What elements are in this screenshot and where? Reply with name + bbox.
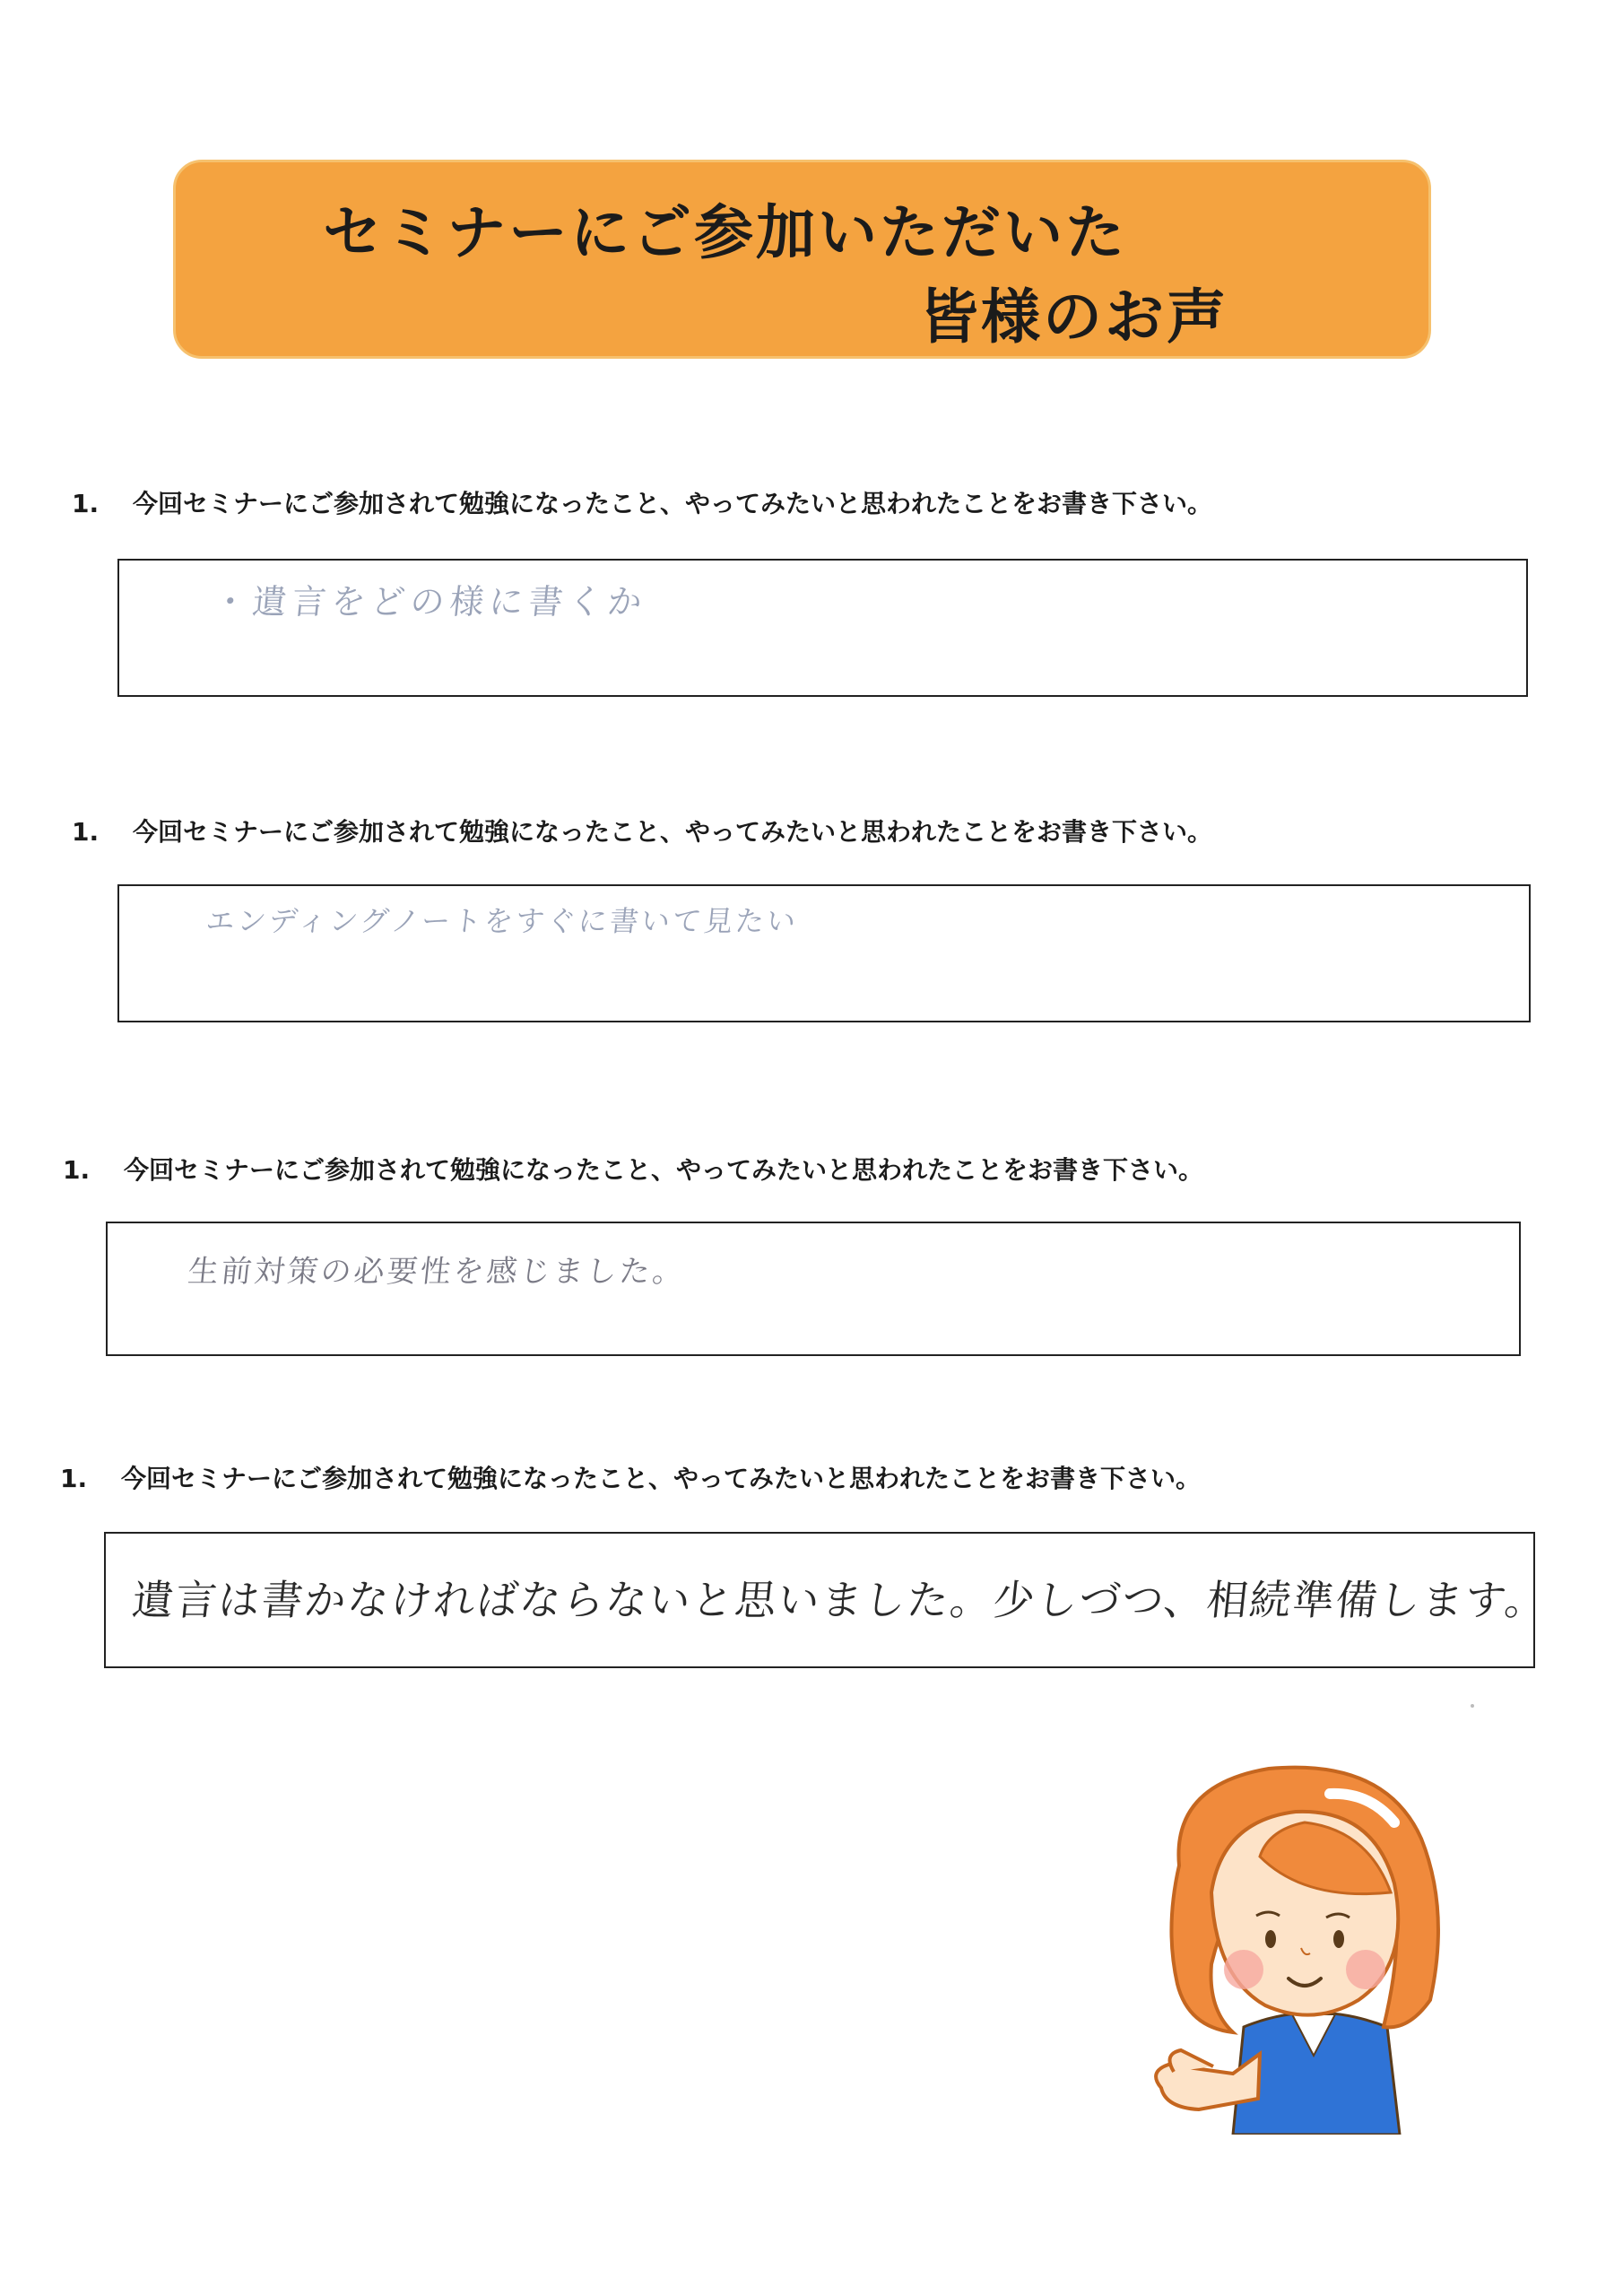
question-number: 1.	[72, 489, 100, 518]
question-text: 今回セミナーにご参加されて勉強になったこと、やってみたいと思われたことをお書き下さい。	[121, 1464, 1202, 1493]
banner-title-line-1: セミナーにご参加いただいた	[323, 198, 1127, 267]
question-text: 今回セミナーにご参加されて勉強になったこと、やってみたいと思われたことをお書き下さい。	[133, 817, 1213, 847]
answer-text-3: 生前対策の必要性を感じました。	[186, 1254, 688, 1290]
banner-title-line-2: 皆様のお声	[919, 283, 1228, 352]
answer-text-1: ・遺言をどの様に書くか	[211, 582, 649, 622]
question-text: 今回セミナーにご参加されて勉強になったこと、やってみたいと思われたことをお書き下さい。	[133, 489, 1213, 518]
speck	[1471, 1704, 1474, 1708]
question-4	[60, 1459, 1201, 1495]
question-number: 1.	[60, 1464, 88, 1493]
woman-presenting-illustration	[1125, 1758, 1502, 2135]
question-number: 1.	[63, 1155, 91, 1185]
answer-text-4: 遺言は書かなければならないと思いました。少しづつ、相続準備します。	[129, 1576, 1551, 1624]
question-3	[63, 1151, 1203, 1187]
answer-text-2: エンディングノートをすぐに書いて見たい	[204, 904, 800, 938]
question-2	[72, 813, 1212, 848]
question-text: 今回セミナーにご参加されて勉強になったこと、やってみたいと思われたことをお書き下さい。	[124, 1155, 1204, 1185]
question-1	[72, 484, 1212, 520]
question-number: 1.	[72, 817, 100, 847]
